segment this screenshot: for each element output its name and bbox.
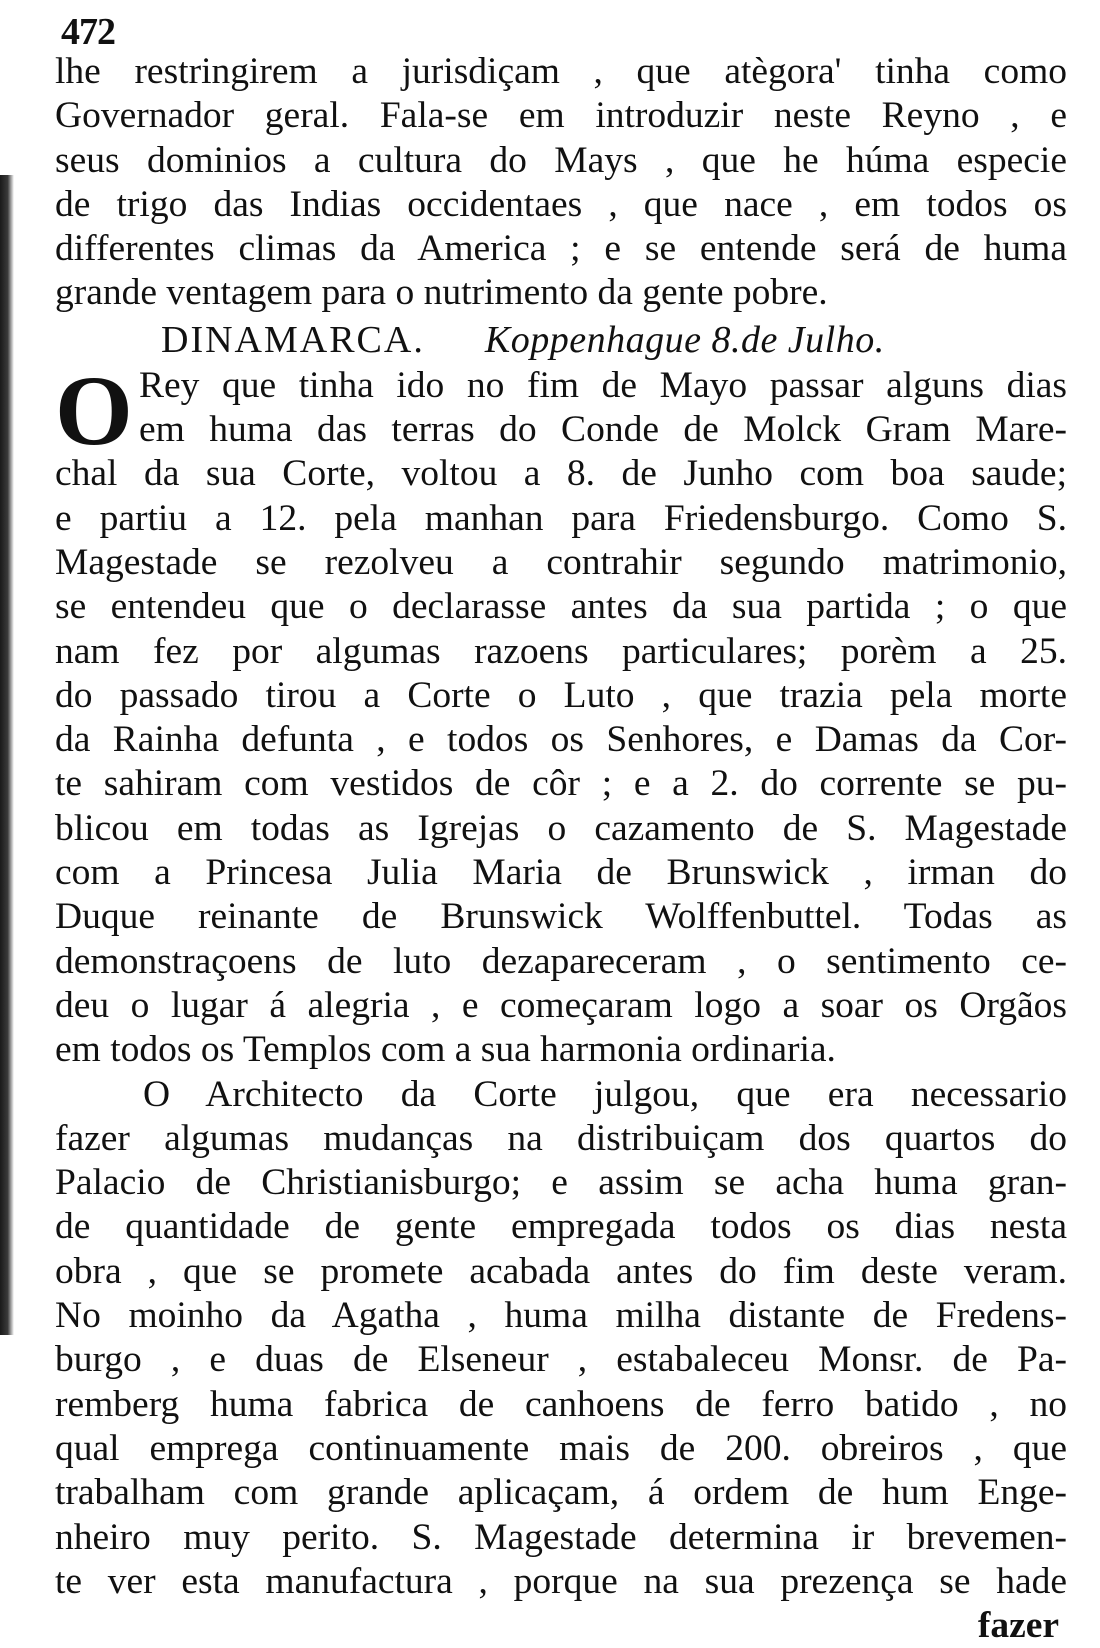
text-line: de trigo das Indias occidentaes , que nace , em todos os: [55, 183, 1067, 225]
text-line: Governador geral. Fala-se em introduzir neste Reyno , e: [55, 95, 1067, 137]
text-line: qual emprega continuamente mais de 200. obreiros , que: [55, 1427, 1067, 1469]
text-line: em todos os Templos com a sua harmonia ordinaria.: [55, 1029, 836, 1071]
page-number: 472: [61, 11, 115, 53]
text-line: Rey que tinha ido no fim de Mayo passar alguns dias: [139, 364, 1067, 406]
text-line: se entendeu que o declarasse antes da sua partida ; o que: [55, 586, 1067, 628]
text-line: do passado tirou a Corte o Luto , que trazia pela morte: [55, 674, 1067, 716]
news-paragraph-architect: [55, 1073, 1067, 1605]
text-line: blicou em todas as Igrejas o cazamento de S. Magestade: [55, 807, 1067, 849]
heading-dateline: Koppenhague 8.de Julho.: [484, 318, 885, 361]
news-paragraph-king: [55, 354, 1067, 1073]
heading-place: DINAMARCA.: [161, 318, 425, 361]
text-line: Magestade se rezolveu a contrahir segundo matrimonio,: [55, 541, 1067, 583]
text-line: demonstraçoens de luto dezapareceram , o sentimento ce-: [55, 940, 1067, 982]
text-line: da Rainha defunta , e todos os Senhores, e Damas da Cor-: [55, 719, 1067, 761]
text-line: e partiu a 12. pela manhan para Friedensburgo. Como S.: [55, 497, 1067, 539]
text-line: de quantidade de gente empregada todos os dias nesta: [55, 1206, 1067, 1248]
page-gutter-shadow: [0, 175, 14, 1335]
text-line: No moinho da Agatha , huma milha distante de Fredens-: [55, 1295, 1067, 1337]
text-line: trabalham com grande aplicaçam, á ordem de hum Enge-: [55, 1472, 1067, 1514]
text-line: seus dominios a cultura do Mays , que he húma especie: [55, 139, 1067, 181]
text-line: obra , que se promete acabada antes do fim deste veram.: [55, 1250, 1067, 1292]
text-line: grande ventagem para o nutrimento da gente pobre.: [55, 272, 828, 314]
text-line: lhe restringirem a jurisdiçam , que atègora' tinha como: [55, 51, 1067, 92]
text-line: nam fez por algumas razoens particulares; porèm a 25.: [55, 630, 1067, 672]
text-line: te sahiram com vestidos de côr ; e a 2. do corrente se pu-: [55, 763, 1067, 805]
drop-cap: O: [55, 354, 133, 466]
text-line: Duque reinante de Brunswick Wolffenbuttel. Todas as: [55, 896, 1067, 938]
text-line: com a Princesa Julia Maria de Brunswick , irman do: [55, 852, 1067, 894]
text-line: te ver esta manufactura , porque na sua prezença se hade: [55, 1560, 1067, 1602]
text-line: em huma das terras do Conde de Molck Gram Mare-: [139, 409, 1067, 451]
text-line: burgo , e duas de Elseneur , estabaleceu Monsr. de Pa-: [55, 1339, 1067, 1381]
text-line: differentes climas da America ; e se entende será de huma: [55, 228, 1067, 270]
text-line: remberg huma fabrica de canhoens de ferro batido , no: [55, 1383, 1067, 1425]
text-line: Palacio de Christianisburgo; e assim se acha huma gran-: [55, 1162, 1067, 1204]
section-heading: [55, 316, 1067, 364]
text-line: O Architecto da Corte julgou, que era necessario: [143, 1073, 1067, 1115]
newspaper-page: [55, 11, 1067, 1648]
text-line: nheiro muy perito. S. Magestade determina ir brevemen-: [55, 1516, 1067, 1558]
continued-paragraph: [55, 50, 1067, 316]
text-line: chal da sua Corte, voltou a 8. de Junho com boa saude;: [55, 453, 1067, 495]
text-line: deu o lugar á alegria , e começaram logo a soar os Orgãos: [55, 984, 1067, 1026]
text-line: fazer algumas mudanças na distribuiçam dos quartos do: [55, 1117, 1067, 1159]
catchword: fazer: [977, 1605, 1059, 1647]
